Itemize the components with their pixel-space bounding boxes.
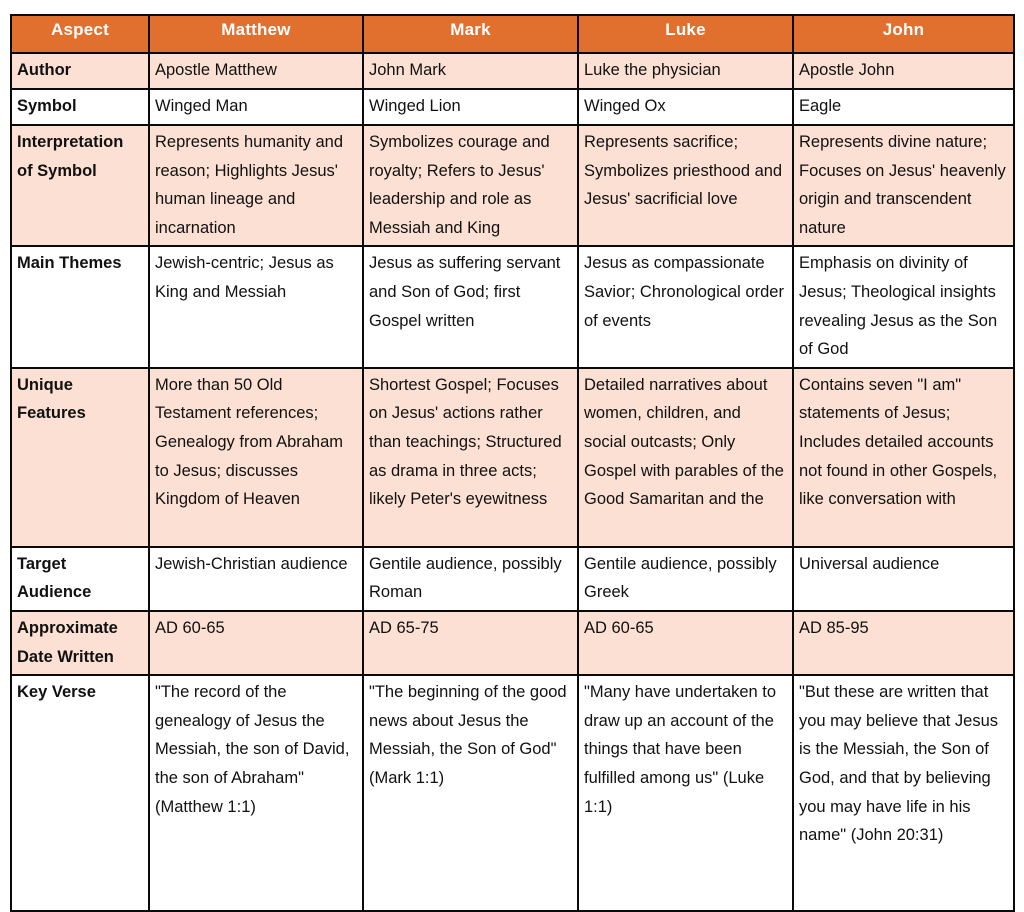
cell-matthew-main-themes: Jewish-centric; Jesus as King and Messiah xyxy=(149,246,363,367)
column-header-luke: Luke xyxy=(578,15,793,53)
table-header xyxy=(11,15,1014,53)
cell-john-date-written: AD 85-95 xyxy=(793,611,1014,675)
cell-mark-interpretation: Symbolizes courage and royalty; Refers to Jesus' leadership and role as Messiah and King xyxy=(363,125,578,246)
cell-mark-unique-features: Shortest Gospel; Focuses on Jesus' actions rather than teachings; Structured as drama in three acts; likely Peter's eyewitness xyxy=(363,368,578,547)
cell-mark-target-audience: Gentile audience, possibly Roman xyxy=(363,547,578,611)
cell-matthew-unique-features: More than 50 Old Testament references; Genealogy from Abraham to Jesus; discusses Kingdom of Heaven xyxy=(149,368,363,547)
cell-luke-target-audience: Gentile audience, possibly Greek xyxy=(578,547,793,611)
cell-aspect-unique-features: Unique Features xyxy=(11,368,149,547)
cell-aspect-symbol: Symbol xyxy=(11,89,149,125)
table-body xyxy=(11,53,1014,911)
cell-luke-unique-features: Detailed narratives about women, children, and social outcasts; Only Gospel with parables of the Good Samaritan and the xyxy=(578,368,793,547)
cell-john-author: Apostle John xyxy=(793,53,1014,89)
cell-mark-date-written: AD 65-75 xyxy=(363,611,578,675)
cell-luke-symbol: Winged Ox xyxy=(578,89,793,125)
cell-matthew-key-verse: "The record of the genealogy of Jesus the Messiah, the son of David, the son of Abraham" (Matthew 1:1) xyxy=(149,675,363,911)
cell-john-target-audience: Universal audience xyxy=(793,547,1014,611)
column-header-aspect: Aspect xyxy=(11,15,149,53)
column-header-matthew: Matthew xyxy=(149,15,363,53)
cell-aspect-main-themes: Main Themes xyxy=(11,246,149,367)
cell-matthew-interpretation: Represents humanity and reason; Highlights Jesus' human lineage and incarnation xyxy=(149,125,363,246)
cell-mark-key-verse: "The beginning of the good news about Jesus the Messiah, the Son of God" (Mark 1:1) xyxy=(363,675,578,911)
table-header-row xyxy=(11,15,1014,53)
cell-mark-author: John Mark xyxy=(363,53,578,89)
gospel-comparison-table xyxy=(10,14,1015,912)
cell-luke-interpretation: Represents sacrifice; Symbolizes priesthood and Jesus' sacrificial love xyxy=(578,125,793,246)
cell-john-key-verse: "But these are written that you may believe that Jesus is the Messiah, the Son of God, and that by believing you may have life in his name" (John 20:31) xyxy=(793,675,1014,911)
cell-luke-author: Luke the physician xyxy=(578,53,793,89)
table-row-unique-features xyxy=(11,368,1014,547)
cell-john-symbol: Eagle xyxy=(793,89,1014,125)
column-header-mark: Mark xyxy=(363,15,578,53)
table-row-key-verse xyxy=(11,675,1014,911)
cell-aspect-target-audience: Target Audience xyxy=(11,547,149,611)
cell-luke-key-verse: "Many have undertaken to draw up an account of the things that have been fulfilled among us" (Luke 1:1) xyxy=(578,675,793,911)
cell-mark-main-themes: Jesus as suffering servant and Son of God; first Gospel written xyxy=(363,246,578,367)
cell-matthew-target-audience: Jewish-Christian audience xyxy=(149,547,363,611)
cell-matthew-author: Apostle Matthew xyxy=(149,53,363,89)
cell-aspect-interpretation: Interpretation of Symbol xyxy=(11,125,149,246)
cell-aspect-author: Author xyxy=(11,53,149,89)
column-header-john: John xyxy=(793,15,1014,53)
table-row-approximate-date-written xyxy=(11,611,1014,675)
table-row-interpretation-of-symbol xyxy=(11,125,1014,246)
table-row-main-themes xyxy=(11,246,1014,367)
cell-john-interpretation: Represents divine nature; Focuses on Jesus' heavenly origin and transcendent nature xyxy=(793,125,1014,246)
cell-john-unique-features: Contains seven "I am" statements of Jesus; Includes detailed accounts not found in other Gospels, like conversation with xyxy=(793,368,1014,547)
cell-luke-main-themes: Jesus as compassionate Savior; Chronological order of events xyxy=(578,246,793,367)
cell-luke-date-written: AD 60-65 xyxy=(578,611,793,675)
table-row-symbol xyxy=(11,89,1014,125)
table-row-target-audience xyxy=(11,547,1014,611)
cell-john-main-themes: Emphasis on divinity of Jesus; Theological insights revealing Jesus as the Son of God xyxy=(793,246,1014,367)
cell-mark-symbol: Winged Lion xyxy=(363,89,578,125)
cell-matthew-date-written: AD 60-65 xyxy=(149,611,363,675)
gospel-comparison-table-container xyxy=(10,14,1013,859)
table-row-author xyxy=(11,53,1014,89)
cell-matthew-symbol: Winged Man xyxy=(149,89,363,125)
cell-aspect-date-written: Approximate Date Written xyxy=(11,611,149,675)
cell-aspect-key-verse: Key Verse xyxy=(11,675,149,911)
